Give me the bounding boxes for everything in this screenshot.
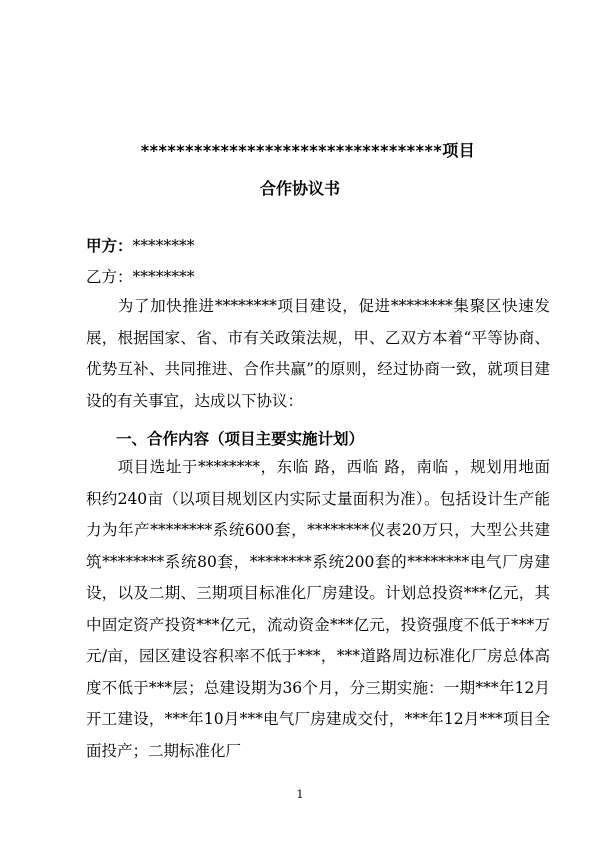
party-b-value: ******** [132,268,195,286]
section-heading-cooperation: 一、合作内容（项目主要实施计划） [116,430,365,448]
document-title-agreement: 合作协议书 [259,179,340,198]
party-b-label: 乙方： [86,268,133,286]
intro-paragraph [86,291,550,417]
party-a-label: 甲方： [86,237,133,255]
party-b-line [86,267,195,287]
party-a-line [86,236,195,256]
intro-paragraph-text: 为了加快推进********项目建设，促进********集聚区快速发展，根据国家、省、市有关政策法规，甲、乙双方本着“平等协商、优势互补、共同推进、合作共赢”的原则，经过协商一致，就项目建设的有关事宜，达成以下协议： [86,297,550,410]
cooperation-paragraph-text: 项目选址于********，东临 路，西临 路，南临 ，规划用地面积约240亩（以项目规划区内实际丈量面积为准）。包括设计生产能力为年产********系统600套，********仪表20万只，大型公共建筑********系统80套，********系统200套的********电气厂房建设，以及二期、三期项目标准化厂房建设。计划总投资***亿元，其中固定资产投资***亿元，流动资金***亿元，投资强度不低于***万元/亩，园区建设容积率不低于***，***道路周边标准化厂房总体高度不低于***层；总建设期为36个月，分三期实施：一期***年12月开工建设，***年10月***电气厂房建成交付，***年12月***项目全面投产；二期标准化厂 [86,458,550,760]
party-a-value: ******** [132,237,195,255]
page-number: 1 [296,788,304,801]
document-title-project: **********************************项目 [140,141,476,160]
cooperation-paragraph [86,452,550,767]
